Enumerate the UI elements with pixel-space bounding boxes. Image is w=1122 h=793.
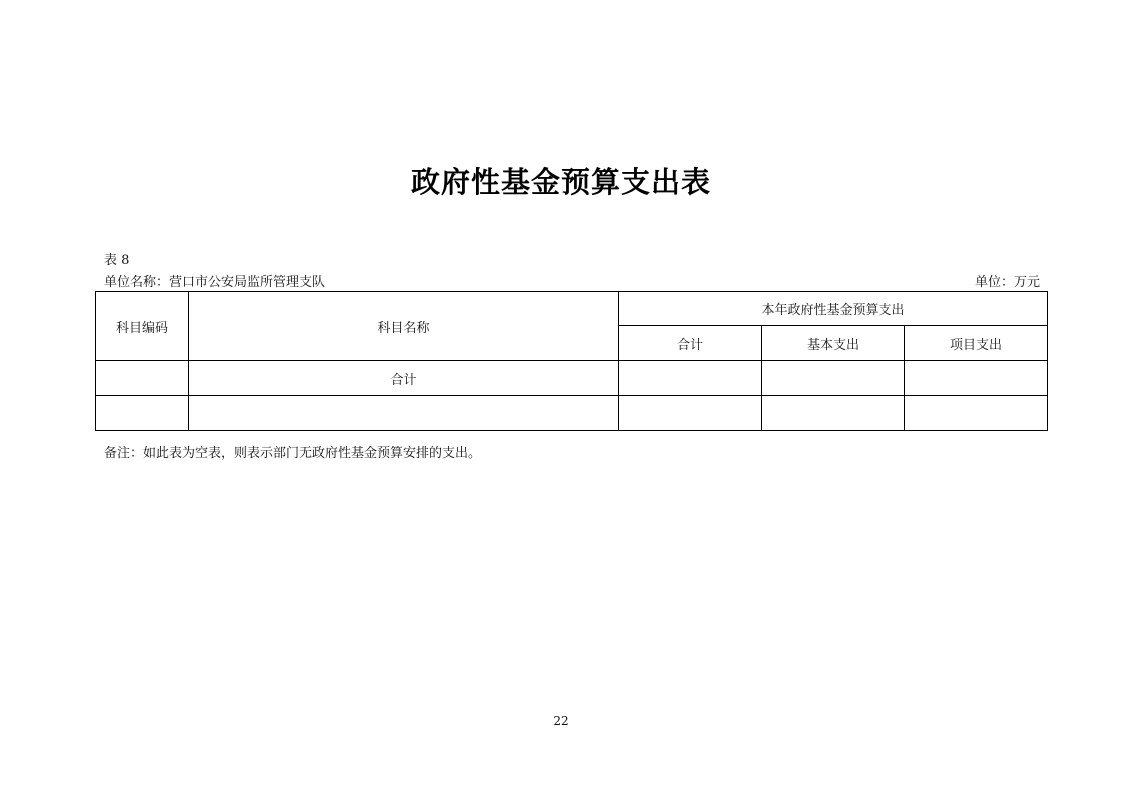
- cell-project: [905, 361, 1048, 396]
- table-row: [96, 396, 1048, 431]
- header-group: 本年政府性基金预算支出: [619, 292, 1048, 326]
- header-basic: 基本支出: [762, 326, 905, 361]
- unit-label: 单位：万元: [974, 275, 1040, 290]
- unit-line: [104, 271, 1040, 290]
- table-header-row: [96, 292, 1048, 326]
- page-title: 政府性基金预算支出表: [410, 165, 711, 199]
- header-code: 科目编码: [96, 292, 189, 361]
- page-number: 22: [553, 714, 569, 728]
- cell-total: [619, 361, 762, 396]
- cell-project: [905, 396, 1048, 431]
- cell-basic: [762, 361, 905, 396]
- cell-name: 合计: [189, 361, 619, 396]
- header-project: 项目支出: [905, 326, 1048, 361]
- table-number: 表 8: [104, 253, 130, 268]
- cell-code: [96, 361, 189, 396]
- cell-code: [96, 396, 189, 431]
- cell-name: [189, 396, 619, 431]
- table-row: [96, 361, 1048, 396]
- table-note: 备注：如此表为空表，则表示部门无政府性基金预算安排的支出。: [104, 446, 482, 461]
- header-total: 合计: [619, 326, 762, 361]
- header-name: 科目名称: [189, 292, 619, 361]
- cell-basic: [762, 396, 905, 431]
- budget-table: [95, 291, 1048, 431]
- unit-name: 单位名称：营口市公安局监所管理支队: [104, 275, 326, 290]
- cell-total: [619, 396, 762, 431]
